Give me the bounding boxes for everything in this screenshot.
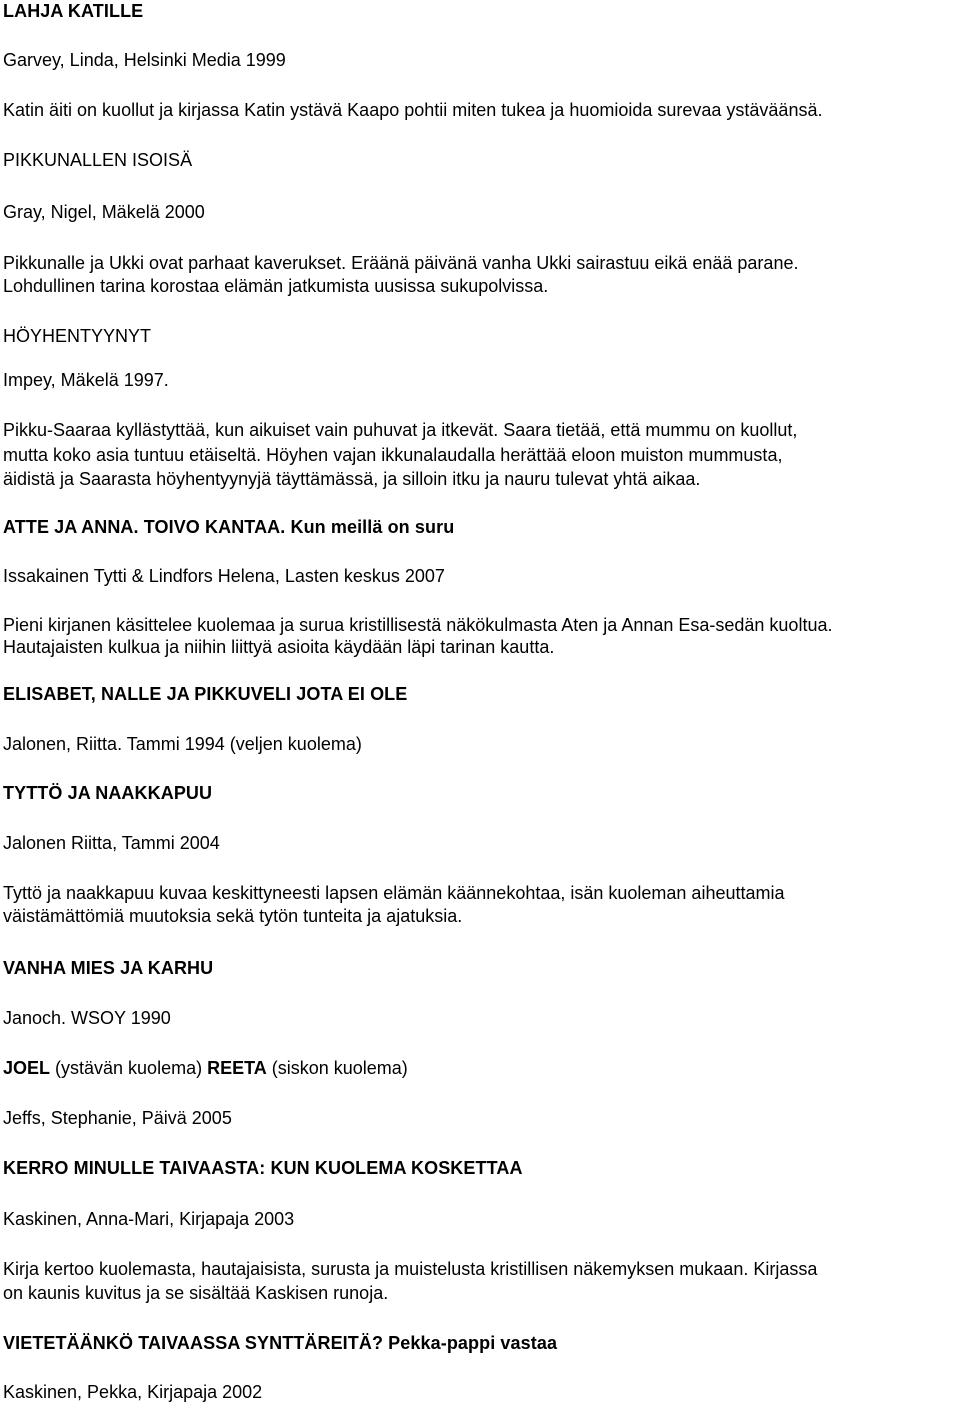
book-author: Gray, Nigel, Mäkelä 2000: [3, 202, 205, 222]
book-description-line: Pikkunalle ja Ukki ovat parhaat kaverukset. Eräänä päivänä vanha Ukki sairastuu eikä enää parane.: [3, 253, 799, 273]
book-description-line: väistämättömiä muutoksia sekä tytön tunteita ja ajatuksia.: [3, 906, 463, 926]
book-title-part: JOEL: [3, 1058, 51, 1078]
book-title: TYTTÖ JA NAAKKAPUU: [3, 783, 213, 803]
book-author: Garvey, Linda, Helsinki Media 1999: [3, 50, 286, 70]
book-author: Kaskinen, Pekka, Kirjapaja 2002: [3, 1382, 263, 1402]
book-description-line: Kirja kertoo kuolemasta, hautajaisista, surusta ja muistelusta kristillisen näkemyksen mukaan. Kirjassa: [3, 1259, 818, 1279]
book-title: [3, 1057, 408, 1079]
book-title: HÖYHENTYYNYT: [3, 326, 152, 346]
book-title: VANHA MIES JA KARHU: [3, 958, 214, 978]
book-description-line: on kaunis kuvitus ja se sisältää Kaskisen runoja.: [3, 1283, 389, 1303]
book-author: Impey, Mäkelä 1997.: [3, 370, 169, 390]
book-description-line: Pikku-Saaraa kyllästyttää, kun aikuiset vain puhuvat ja itkevät. Saara tietää, että mummu on kuollut,: [3, 420, 798, 440]
book-title: KERRO MINULLE TAIVAASTA: KUN KUOLEMA KOSKETTAA: [3, 1158, 523, 1178]
book-description-line: mutta koko asia tuntuu etäiseltä. Höyhen vajan ikkunalaudalla herättää eloon muiston mummusta,: [3, 445, 783, 465]
book-title: ATTE JA ANNA. TOIVO KANTAA. Kun meillä on suru: [3, 517, 455, 537]
book-title: LAHJA KATILLE: [3, 1, 144, 21]
book-title: VIETETÄÄNKÖ TAIVAASSA SYNTTÄREITÄ? Pekka-pappi vastaa: [3, 1333, 558, 1353]
book-title: ELISABET, NALLE JA PIKKUVELI JOTA EI OLE: [3, 684, 408, 704]
book-description-line: Katin äiti on kuollut ja kirjassa Katin ystävä Kaapo pohtii miten tukea ja huomioida surevaa ystäväänsä.: [3, 100, 823, 120]
book-title-part: (ystävän kuolema): [50, 1058, 208, 1078]
book-title-part: (siskon kuolema): [266, 1058, 408, 1078]
book-title-part: REETA: [207, 1058, 267, 1078]
book-author: Jeffs, Stephanie, Päivä 2005: [3, 1108, 232, 1128]
book-description-line: Hautajaisten kulkua ja niihin liittyä asioita käydään läpi tarinan kautta.: [3, 637, 555, 657]
book-description-line: Lohdullinen tarina korostaa elämän jatkumista uusissa sukupolvissa.: [3, 276, 549, 296]
book-description-line: äidistä ja Saarasta höyhentyynyjä täyttämässä, ja silloin itku ja nauru tulevat yhtä aikaa.: [3, 469, 701, 489]
book-author: Jalonen, Riitta. Tammi 1994 (veljen kuolema): [3, 734, 362, 754]
book-description-line: Tyttö ja naakkapuu kuvaa keskittyneesti lapsen elämän käännekohtaa, isän kuoleman aiheuttamia: [3, 883, 785, 903]
book-author: Issakainen Tytti & Lindfors Helena, Lasten keskus 2007: [3, 566, 445, 586]
book-author: Janoch. WSOY 1990: [3, 1008, 171, 1028]
book-description-line: Pieni kirjanen käsittelee kuolemaa ja surua kristillisestä näkökulmasta Aten ja Annan Esa-sedän kuoltua.: [3, 615, 833, 635]
book-title: PIKKUNALLEN ISOISÄ: [3, 150, 193, 170]
book-author: Jalonen Riitta, Tammi 2004: [3, 833, 220, 853]
book-author: Kaskinen, Anna-Mari, Kirjapaja 2003: [3, 1209, 295, 1229]
